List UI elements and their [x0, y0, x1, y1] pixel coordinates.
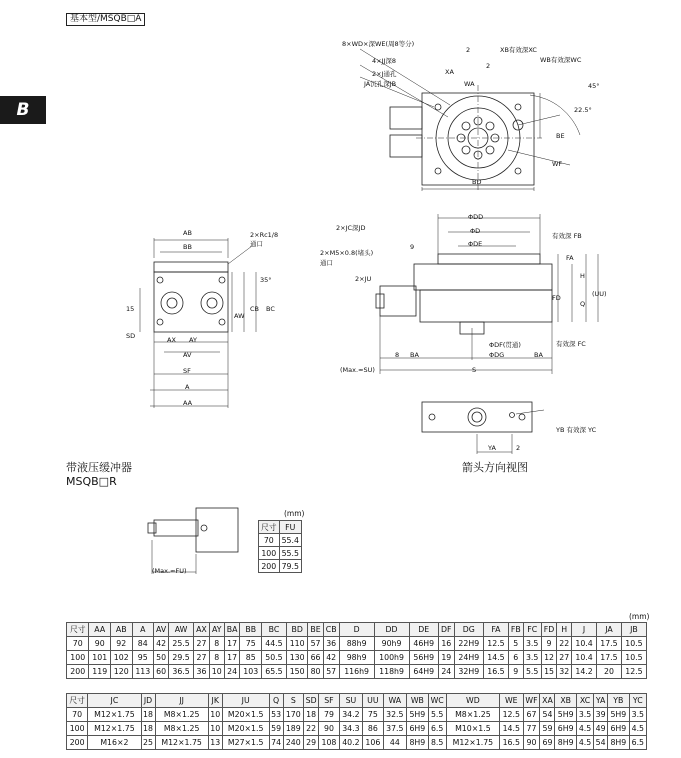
table-cell: 4.5: [576, 722, 593, 736]
column-header: A: [132, 623, 154, 637]
table-cell: 65.5: [262, 665, 287, 679]
column-header: JU: [222, 694, 269, 708]
table-cell: 34.3: [339, 722, 363, 736]
top-label-xb: XB有效深XC: [500, 46, 537, 54]
arrow-view-caption: 箭头方向视图: [462, 461, 528, 474]
table-cell: 8H9: [555, 736, 577, 750]
fu-table: [258, 520, 302, 573]
table-cell: 5.5: [523, 665, 541, 679]
column-header: XB: [555, 694, 577, 708]
table-row: [259, 547, 302, 560]
side-label-ba1: BA: [410, 351, 419, 359]
column-header: YC: [629, 694, 646, 708]
column-header: WE: [500, 694, 524, 708]
top-label-j: 2×J通孔: [372, 70, 397, 78]
table-cell: 6H9: [608, 722, 630, 736]
table-cell: 3.5: [576, 708, 593, 722]
table-cell: 5H9: [555, 708, 577, 722]
front-view-drawing: [120, 228, 300, 413]
column-header: DD: [374, 623, 409, 637]
column-header: 尺寸: [67, 694, 88, 708]
front-label-port: 通口: [250, 240, 263, 248]
table-cell: 17: [224, 637, 240, 651]
table-cell: 14.5: [500, 722, 524, 736]
fu-header: 尺寸: [259, 521, 280, 534]
column-header: S: [283, 694, 303, 708]
table-cell: 32H9: [454, 665, 483, 679]
table-cell: M27×1.5: [222, 736, 269, 750]
table-cell: 17.5: [597, 637, 622, 651]
section-badge: B: [0, 96, 46, 124]
column-header: WF: [523, 694, 540, 708]
table-cell: 9: [508, 665, 523, 679]
table-cell: 40.2: [339, 736, 363, 750]
top-label-2a: 2: [466, 46, 471, 54]
table-cell: 4.5: [629, 722, 646, 736]
table-cell: M12×1.75: [155, 736, 208, 750]
column-header: WB: [407, 694, 429, 708]
table-cell: 116h9: [339, 665, 374, 679]
table-cell: 5H9: [608, 708, 630, 722]
column-header: WC: [428, 694, 446, 708]
table-cell: 57: [308, 637, 323, 651]
arrow-label-2: 2: [516, 444, 521, 452]
column-header: FD: [541, 623, 557, 637]
table-cell: 120: [110, 665, 132, 679]
table-cell: 14.5: [484, 651, 509, 665]
table-cell: 42: [154, 637, 169, 651]
table-row: [67, 722, 647, 736]
table-cell: 15: [541, 665, 557, 679]
top-label-wd: 8×WD×深WE(周8等分): [342, 40, 415, 48]
column-header: BA: [224, 623, 240, 637]
table-cell: 12.5: [500, 708, 524, 722]
column-header: YA: [594, 694, 608, 708]
front-label-ab: AB: [183, 229, 192, 237]
table-cell: 5H9: [407, 708, 429, 722]
side-label-9: 9: [410, 243, 415, 251]
table-cell: 74: [269, 736, 283, 750]
column-header: DG: [454, 623, 483, 637]
table-cell: M12×1.75: [88, 708, 141, 722]
table-cell: 44.5: [262, 637, 287, 651]
front-label-sd: SD: [126, 332, 136, 340]
table-row: [67, 736, 647, 750]
table-cell: 14.2: [572, 665, 597, 679]
column-header: UU: [363, 694, 383, 708]
side-label-port: 通口: [320, 259, 333, 267]
column-header: XA: [540, 694, 555, 708]
table-cell: 54: [540, 708, 555, 722]
table-cell: 113: [132, 665, 154, 679]
damper-model: MSQB□R: [66, 475, 117, 488]
table-cell: 53: [269, 708, 283, 722]
table-cell: 170: [283, 708, 303, 722]
table-cell: 44: [383, 736, 407, 750]
table-cell: 10: [208, 722, 222, 736]
table-cell: 29.5: [169, 651, 194, 665]
table-cell: 18: [141, 708, 155, 722]
top-label-wf: WF: [552, 160, 563, 168]
table-cell: 54: [594, 736, 608, 750]
column-header: Q: [269, 694, 283, 708]
table-cell: 70: [67, 708, 88, 722]
column-header: FC: [523, 623, 541, 637]
table-cell: 36: [194, 665, 210, 679]
front-label-a: A: [185, 383, 190, 391]
table-cell: 6: [508, 651, 523, 665]
table-cell: 95: [132, 651, 154, 665]
table-cell: M16×2: [88, 736, 141, 750]
table-cell: 8: [209, 637, 224, 651]
table-cell: 29: [303, 736, 318, 750]
table-cell: 16.5: [500, 736, 524, 750]
table-cell: 77: [523, 722, 540, 736]
table-cell: 6.5: [428, 722, 446, 736]
fu-cell: 79.5: [279, 560, 301, 573]
table-cell: 6H9: [555, 722, 577, 736]
side-label-su: (Max.≈SU): [340, 366, 375, 374]
table-cell: 49: [594, 722, 608, 736]
fu-cell: 70: [259, 534, 280, 547]
table-cell: 108: [319, 736, 339, 750]
column-header: DE: [409, 623, 438, 637]
front-label-rc: 2×Rc1/8: [250, 231, 279, 239]
front-label-av: AV: [183, 351, 192, 359]
side-label-ju: 2×JU: [355, 275, 372, 283]
column-header: BB: [240, 623, 262, 637]
table-cell: 50: [154, 651, 169, 665]
column-header: CB: [323, 623, 339, 637]
table-cell: 119: [89, 665, 111, 679]
table-cell: 8H9: [608, 736, 630, 750]
table-cell: 27: [557, 651, 572, 665]
table-header-row: [67, 623, 647, 637]
table-cell: 101: [89, 651, 111, 665]
side-label-fa: FA: [566, 254, 574, 262]
fu-header: FU: [279, 521, 301, 534]
table-cell: 3.5: [523, 637, 541, 651]
top-label-jj: 4×JJ深8: [372, 57, 397, 65]
table-cell: 19: [438, 651, 454, 665]
side-label-s: S: [472, 366, 477, 374]
fu-table-unit: (mm): [284, 509, 305, 518]
table-cell: 24: [224, 665, 240, 679]
column-header: AW: [169, 623, 194, 637]
table-cell: 27: [194, 637, 210, 651]
column-header: JK: [208, 694, 222, 708]
table-cell: 25: [141, 736, 155, 750]
table1-unit: (mm): [629, 612, 650, 621]
column-header: BD: [286, 623, 308, 637]
column-header: AB: [110, 623, 132, 637]
table-cell: 6.5: [629, 736, 646, 750]
column-header: XC: [576, 694, 593, 708]
table-cell: 17.5: [597, 651, 622, 665]
table-cell: 36.5: [169, 665, 194, 679]
table-cell: 46H9: [409, 637, 438, 651]
table-cell: M12×1.75: [88, 722, 141, 736]
table-cell: 32.5: [383, 708, 407, 722]
table-cell: 200: [67, 665, 89, 679]
side-label-m5: 2×M5×0.8(堵头): [320, 249, 374, 257]
table-cell: 92: [110, 637, 132, 651]
column-header: H: [557, 623, 572, 637]
page-title: 基本型/MSQB□A: [66, 13, 145, 26]
table-row: [67, 665, 647, 679]
column-header: AA: [89, 623, 111, 637]
table-row: [67, 637, 647, 651]
table-cell: 32: [557, 665, 572, 679]
damper-label-fu: (Max.≈FU): [152, 567, 187, 575]
table-cell: 100: [67, 722, 88, 736]
column-header: BE: [308, 623, 323, 637]
top-label-45: 45°: [588, 82, 600, 90]
table-cell: 36: [323, 637, 339, 651]
fu-cell: 100: [259, 547, 280, 560]
front-label-sf: SF: [183, 367, 191, 375]
column-header: JB: [621, 623, 646, 637]
table-cell: 75: [363, 708, 383, 722]
table-header-row: [67, 694, 647, 708]
side-label-fb: 有效深 FB: [552, 232, 582, 240]
column-header: JC: [88, 694, 141, 708]
column-header: YB: [608, 694, 630, 708]
table-cell: 22: [303, 722, 318, 736]
table-cell: 10: [208, 708, 222, 722]
table-cell: 98h9: [339, 651, 374, 665]
column-header: 尺寸: [67, 623, 89, 637]
table-cell: 17: [224, 651, 240, 665]
table-cell: 12.5: [621, 665, 646, 679]
damper-title: 带液压缓冲器: [66, 461, 132, 474]
table-cell: 22: [557, 637, 572, 651]
table-cell: 12.5: [484, 637, 509, 651]
table-cell: 60: [154, 665, 169, 679]
table-row: [259, 534, 302, 547]
column-header: D: [339, 623, 374, 637]
side-label-dg: ΦDG: [489, 351, 505, 359]
table-cell: 56H9: [409, 651, 438, 665]
table-cell: 10.4: [572, 637, 597, 651]
table-cell: 103: [240, 665, 262, 679]
side-label-fc: 有效深 FC: [556, 340, 586, 348]
table-row: [67, 708, 647, 722]
table-cell: 64H9: [409, 665, 438, 679]
table-cell: 20: [597, 665, 622, 679]
table-cell: 22H9: [454, 637, 483, 651]
table-cell: 3.5: [629, 708, 646, 722]
side-label-uu: (UU): [592, 290, 607, 298]
arrow-label-yb: YB 有效深 YC: [556, 426, 597, 434]
table-cell: 69: [540, 736, 555, 750]
column-header: WD: [446, 694, 499, 708]
table-cell: M20×1.5: [222, 708, 269, 722]
table-cell: 10: [209, 665, 224, 679]
fu-cell: 55.4: [279, 534, 301, 547]
table-cell: M8×1.25: [446, 708, 499, 722]
column-header: DF: [438, 623, 454, 637]
table-cell: 8H9: [407, 736, 429, 750]
arrow-label-ya: YA: [488, 444, 496, 452]
table-cell: 90: [89, 637, 111, 651]
table-cell: 100: [67, 651, 89, 665]
top-label-be: BE: [556, 132, 565, 140]
table-cell: 150: [286, 665, 308, 679]
table-cell: 10.5: [621, 651, 646, 665]
table-cell: 18: [141, 722, 155, 736]
front-label-35: 35°: [260, 276, 272, 284]
side-label-d: ΦD: [470, 227, 481, 235]
table-cell: M10×1.5: [446, 722, 499, 736]
front-label-aa: AA: [183, 399, 193, 407]
table-cell: 5.5: [428, 708, 446, 722]
table-cell: 85: [240, 651, 262, 665]
column-header: WA: [383, 694, 407, 708]
table-cell: M8×1.25: [155, 708, 208, 722]
front-label-15: 15: [126, 305, 135, 313]
table-cell: 3.5: [523, 651, 541, 665]
dimension-table-2: [66, 693, 647, 750]
table-row: [67, 651, 647, 665]
front-label-ay: AY: [189, 336, 197, 344]
top-label-225: 22.5°: [574, 106, 592, 114]
side-label-8: 8: [395, 351, 400, 359]
table-cell: 80: [308, 665, 323, 679]
table-cell: 189: [283, 722, 303, 736]
side-label-dd: ΦDD: [468, 213, 484, 221]
table-cell: 59: [269, 722, 283, 736]
table-cell: 70: [67, 637, 89, 651]
table-cell: 240: [283, 736, 303, 750]
front-label-bb: BB: [183, 243, 192, 251]
top-label-bd: BD: [472, 178, 482, 186]
column-header: FA: [484, 623, 509, 637]
table-cell: 25.5: [169, 637, 194, 651]
front-label-ax: AX: [167, 336, 176, 344]
table-cell: 9: [541, 637, 557, 651]
table-cell: 27: [194, 651, 210, 665]
top-label-ja: JA沉孔深JB: [364, 80, 397, 88]
column-header: AV: [154, 623, 169, 637]
table-cell: 50.5: [262, 651, 287, 665]
side-label-de: ΦDE: [468, 240, 483, 248]
table-cell: 18: [303, 708, 318, 722]
table-cell: 24: [438, 665, 454, 679]
side-label-fd: FD: [552, 294, 561, 302]
table-cell: 8: [209, 651, 224, 665]
table-cell: 4.5: [576, 736, 593, 750]
table-cell: 5: [508, 637, 523, 651]
table-cell: 130: [286, 651, 308, 665]
column-header: AX: [194, 623, 210, 637]
side-label-ba2: BA: [534, 351, 543, 359]
side-label-df: ΦDF(贯通): [489, 341, 521, 349]
table-cell: 13: [208, 736, 222, 750]
table-cell: 118h9: [374, 665, 409, 679]
table-cell: 106: [363, 736, 383, 750]
table-cell: M8×1.25: [155, 722, 208, 736]
top-label-xa: XA: [445, 68, 454, 76]
column-header: FB: [508, 623, 523, 637]
top-label-wb: WB有效深WC: [540, 56, 582, 64]
table-cell: 8.5: [428, 736, 446, 750]
column-header: SU: [339, 694, 363, 708]
table-cell: 90: [523, 736, 540, 750]
table-cell: 37.5: [383, 722, 407, 736]
column-header: JJ: [155, 694, 208, 708]
table-cell: 66: [308, 651, 323, 665]
table-cell: M20×1.5: [222, 722, 269, 736]
table-cell: 90h9: [374, 637, 409, 651]
table-cell: 86: [363, 722, 383, 736]
table-cell: M12×1.75: [446, 736, 499, 750]
table-cell: 39: [594, 708, 608, 722]
table-cell: 59: [540, 722, 555, 736]
table-cell: 10.4: [572, 651, 597, 665]
column-header: SD: [303, 694, 318, 708]
table-cell: 100h9: [374, 651, 409, 665]
column-header: SF: [319, 694, 339, 708]
column-header: BC: [262, 623, 287, 637]
table-cell: 84: [132, 637, 154, 651]
table-cell: 200: [67, 736, 88, 750]
fu-cell: 200: [259, 560, 280, 573]
side-label-q: Q: [580, 300, 586, 308]
side-label-h: H: [580, 272, 585, 280]
table-cell: 24H9: [454, 651, 483, 665]
table-cell: 79: [319, 708, 339, 722]
table-cell: 88h9: [339, 637, 374, 651]
table-cell: 90: [319, 722, 339, 736]
front-label-bc: BC: [266, 305, 275, 313]
table-cell: 12: [541, 651, 557, 665]
top-label-wa: WA: [464, 80, 475, 88]
table-cell: 75: [240, 637, 262, 651]
table-cell: 42: [323, 651, 339, 665]
front-label-aw: AW: [234, 312, 245, 320]
column-header: AY: [209, 623, 224, 637]
table-cell: 6H9: [407, 722, 429, 736]
dimension-table-1: [66, 622, 647, 679]
column-header: J: [572, 623, 597, 637]
fu-cell: 55.5: [279, 547, 301, 560]
side-label-jc: 2×JC深JD: [336, 224, 366, 232]
table-cell: 16.5: [484, 665, 509, 679]
table-cell: 110: [286, 637, 308, 651]
table-row: [259, 560, 302, 573]
top-label-2b: 2: [486, 62, 491, 70]
column-header: JA: [597, 623, 622, 637]
table-cell: 34.2: [339, 708, 363, 722]
table-cell: 102: [110, 651, 132, 665]
table-cell: 10.5: [621, 637, 646, 651]
front-label-cb: CB: [250, 305, 259, 313]
table-cell: 57: [323, 665, 339, 679]
table-cell: 16: [438, 637, 454, 651]
column-header: JD: [141, 694, 155, 708]
table-cell: 67: [523, 708, 540, 722]
